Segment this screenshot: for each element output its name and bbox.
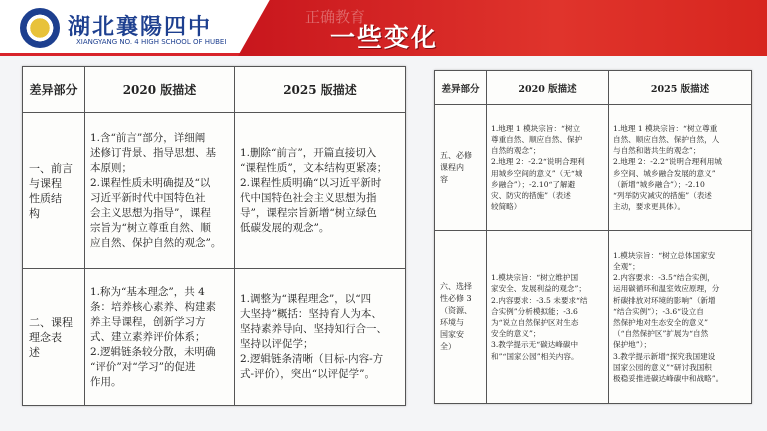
header-diff-section: 差异部分: [23, 67, 85, 113]
school-logo-icon: [20, 8, 60, 48]
header-2025: 2025 版描述: [235, 67, 406, 113]
table-row: [435, 231, 752, 404]
table-row: [435, 105, 752, 231]
row-head: 五、必修 课程内 容: [435, 105, 487, 231]
watermark-text: 正确教育: [305, 8, 366, 26]
cell-2025: 1.地理 1 模块宗旨：“树立尊重 自然、顺应自然、保护自然，人 与自然和谐共生的观念”； 2.地理 2：-2.2“说明合理利用城 乡空间、城乡融合发展的意义” （新增“城乡融合”）；-2.10 “列举防灾减灾的措施”（表述 主动，要求更具体）。: [609, 105, 752, 231]
school-name-english: XIANGYANG NO. 4 HIGH SCHOOL OF HUBEI: [76, 38, 227, 46]
row-head: 二、课程 理念表 述: [23, 269, 85, 406]
table-row: [23, 113, 406, 269]
cell-2025: 1.删除“前言”，开篇直接切入 “课程性质”，文本结构更紧凑； 2.课程性质明确“以习近平新时 代中国特色社会主义思想为指 导”，课程宗旨新增“树立绿色 低碳发展的观念”。: [235, 113, 406, 269]
row-head: 一、前言 与课程 性质结 构: [23, 113, 85, 269]
comparison-table-right: [434, 70, 752, 404]
slide-header: [0, 0, 767, 56]
slide-title: 一些变化: [330, 23, 439, 52]
header-2020: 2020 版描述: [85, 67, 235, 113]
cell-2020: 1.模块宗旨：“树立维护国 家安全、发展利益的观念”； 2.内容要求：-3.5 未要求“结 合实例”分析模拟能；-3.6 为“说立自然保护区对生态 安全的意义”； 3.教学提示无“碳达峰碳中 和”“国家公园”相关内容。: [487, 231, 609, 404]
school-name: 湖北襄陽四中: [68, 14, 213, 40]
header-diff-section: 差异部分: [435, 71, 487, 105]
table-row: [23, 269, 406, 406]
header-2025: 2025 版描述: [609, 71, 752, 105]
header-2020: 2020 版描述: [487, 71, 609, 105]
cell-2020: 1.含“前言”部分，详细阐 述修订背景、指导思想、基 本原则； 2.课程性质未明确提及“以 习近平新时代中国特色社 会主义思想为指导”，课程 宗旨为“树立尊重自然、顺 应自然、保护自然的观念”。: [85, 113, 235, 269]
comparison-table-left: [22, 66, 406, 406]
cell-2020: 1.称为“基本理念”，共 4 条：培养核心素养、构建素 养主导课程，创新学习方 式、建立素养评价体系； 2.逻辑链条较分散，未明确 “评价”对“学习”的促进 作用。: [85, 269, 235, 406]
cell-2020: 1.地理 1 模块宗旨：“树立 尊重自然、顺应自然、保护 自然的观念”； 2.地理 2：-2.2“说明合理利 用城乡空间的意义”（无“城 乡融合”）；-2.10“了解避 灾、防灾的措施”（表述 较简略）: [487, 105, 609, 231]
cell-2025: 1.调整为“课程理念”，以“四 大坚持”概括：坚持育人为本、 坚持素养导向、坚持知行合一、 坚持以评促学； 2.逻辑链条清晰（目标-内容-方 式-评价），突出“以评促学”。: [235, 269, 406, 406]
row-head: 六、选择 性必修 3 （资源、 环境与 国家安 全）: [435, 231, 487, 404]
cell-2025: 1.模块宗旨：“树立总体国家安 全观”； 2.内容要求：-3.5“结合实例， 运用碳循环和温室效应原理，分 析碳排放对环境的影响”（新增 “结合实例”）；-3.6“设立自 然保护地对生态安全的意义” （“自然保护区”扩展为“自然 保护地”）； 3.教学提示新增“探究我国建设 国家公园的意义”“研讨我国积 极稳妥推进碳达峰碳中和战略”。: [609, 231, 752, 404]
